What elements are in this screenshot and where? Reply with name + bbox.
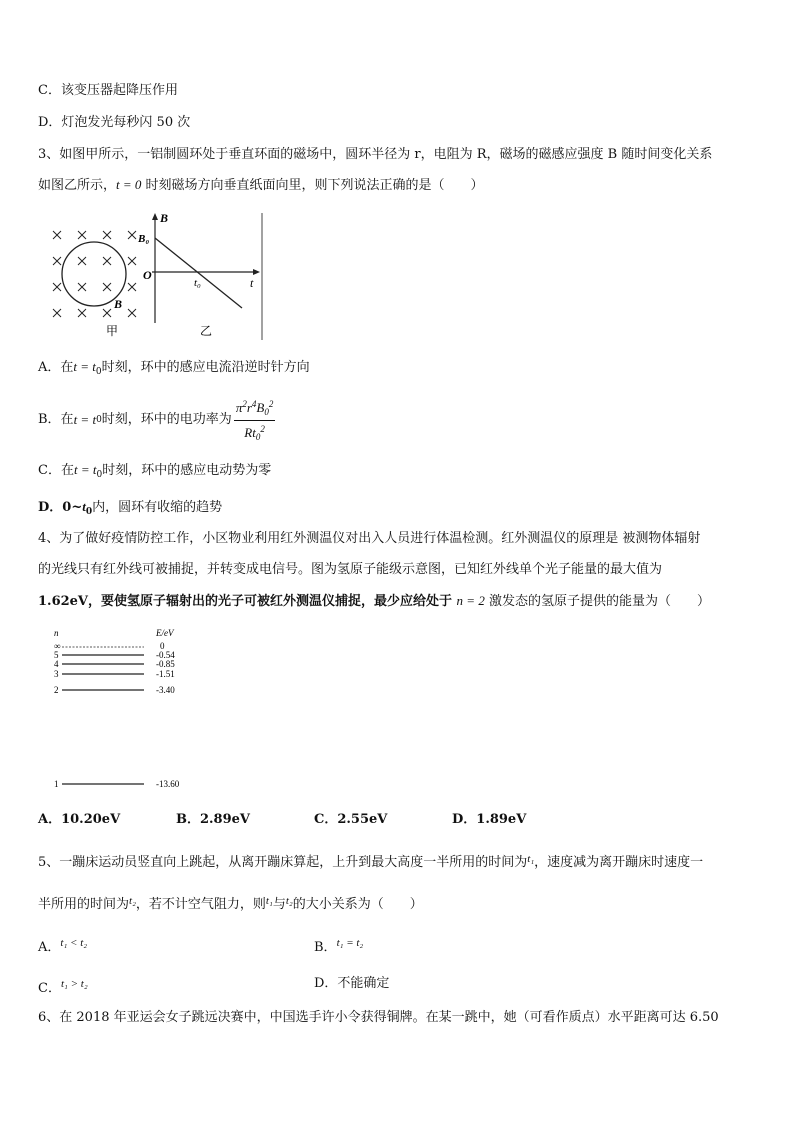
q5-line1-b: ，速度减为离开蹦床时速度一 <box>534 855 704 870</box>
q6-text-line1: 6、在 2018 年亚运会女子跳远决赛中，中国选手许小令获得铜牌。在某一跳中，她（可看作质点）水平距离可达 6.50 <box>38 1010 719 1025</box>
q4-option-c: C．2.55eV <box>314 812 388 827</box>
q5-a-label: A． <box>38 940 61 955</box>
field-cross-icon <box>53 283 61 291</box>
q5-t2-symbol-2: t₂ <box>285 895 293 907</box>
energy-level-diagram <box>48 624 208 794</box>
level-n-3: 3 <box>54 669 59 679</box>
field-cross-icon <box>78 257 86 265</box>
axis-t-label: t <box>250 276 254 290</box>
q3-line2-b: 时刻磁场方向垂直纸面向里，则下列说法正确的是（ ） <box>141 178 484 193</box>
q4-line3-b: 激发态的氢原子提供的能量为（ ） <box>484 594 710 609</box>
b-vs-t-line <box>155 238 242 308</box>
magnetic-field-crosses <box>53 231 136 317</box>
q3-figure <box>40 205 280 345</box>
t0-label: t₀ <box>194 277 201 289</box>
q4-text-line1: 4、为了做好疫情防控工作，小区物业利用红外测温仪对出入人员进行体温检测。红外测温仪的原理是 被测物体辐射 <box>38 531 701 546</box>
q3-c-post: 时刻，环中的感应电动势为零 <box>102 463 272 478</box>
q5-text-line2 <box>38 892 423 914</box>
q3-option-d: D．$0\sim t_0$内，圆环有收缩的趋势 <box>38 499 223 517</box>
q5-t1-symbol: t₁ <box>527 853 535 865</box>
b-axis-arrow <box>152 213 158 220</box>
q4-text-line2: 的光线只有红外线可被捕捉，并转变成电信号。图为氢原子能级示意图，已知红外线单个光子能量的最大值为 <box>38 562 663 577</box>
level-n-1: 1 <box>54 779 59 789</box>
level-e-4: -0.85 <box>156 659 175 669</box>
q5-option-d: D．不能确定 <box>314 976 390 991</box>
field-cross-icon <box>53 257 61 265</box>
q3-a-post: 时刻，环中的感应电流沿逆时针方向 <box>101 360 310 375</box>
q4-option-a: A．10.20eV <box>38 812 121 827</box>
q5-text-line1 <box>38 850 703 872</box>
q3-c-sub: 0 <box>96 470 103 480</box>
q4-option-b: B．2.89eV <box>176 812 251 827</box>
field-cross-icon <box>128 257 136 265</box>
q4-line3-eq: n = 2 <box>456 593 485 608</box>
field-cross-icon <box>128 283 136 291</box>
q5-line2-d: 的大小关系为（ ） <box>292 897 423 912</box>
q3-option-c <box>38 461 271 484</box>
caption-jia: 甲 <box>106 324 119 338</box>
q3-b-teq: t = t <box>73 412 97 427</box>
q3-d-post: 内，圆环有收缩的趋势 <box>92 500 223 515</box>
level-n-5: 5 <box>54 650 59 660</box>
q3-a-sub: 0 <box>95 367 102 377</box>
q5-option-a <box>38 934 87 957</box>
q3-c-pre: C．在 <box>38 463 74 478</box>
level-e-5: -0.54 <box>156 650 175 660</box>
field-cross-icon <box>78 231 86 239</box>
level-e-1: -13.60 <box>156 779 180 789</box>
q3-b-pre: B．在 <box>38 412 74 427</box>
q5-line2-b: ，若不计空气阻力，则 <box>135 897 266 912</box>
q4-text-line3 <box>38 592 710 611</box>
t-axis-arrow <box>253 269 260 275</box>
q3-option-b <box>38 398 275 442</box>
level-e-3: -1.51 <box>156 669 175 679</box>
q3-text-line2 <box>38 176 484 195</box>
q5-line2-c: 与 <box>272 897 286 912</box>
q5-b-expr: t₁ = t₂ <box>336 937 364 949</box>
field-cross-icon <box>53 309 61 317</box>
q3-a-teq: t = t <box>73 359 96 374</box>
q3-option-a <box>38 358 310 381</box>
q5-line1-a: 5、一蹦床运动员竖直向上跳起，从离开蹦床算起，上升到最大高度一半所用的时间为 <box>38 855 528 870</box>
field-cross-icon <box>128 231 136 239</box>
q3-b-sub: 0 <box>96 415 102 425</box>
q3-line2-a: 如图乙所示， <box>38 178 117 193</box>
q4-option-d: D．1.89eV <box>452 812 527 827</box>
q5-option-b <box>314 934 363 957</box>
q5-t1-symbol-2: t₁ <box>265 895 273 907</box>
e-header: E/eV <box>156 628 174 638</box>
q5-t2-symbol: t₂ <box>129 895 136 907</box>
q5-c-expr: t₁ > t₂ <box>60 978 88 990</box>
field-cross-icon <box>78 283 86 291</box>
q4-line3-a: 1.62eV，要使氢原子辐射出的光子可被红外测温仪捕捉，最少应给处于 <box>38 594 457 609</box>
b0-label: B₀ <box>138 233 150 245</box>
q5-c-label: C． <box>38 981 61 996</box>
q5-b-label: B． <box>314 940 337 955</box>
level-n-4: 4 <box>54 659 59 669</box>
option-d-prev: D．灯泡发光每秒闪 50 次 <box>38 115 191 130</box>
q5-line2-a: 半所用的时间为 <box>38 897 130 912</box>
level-n-2: 2 <box>54 685 59 695</box>
caption-yi: 乙 <box>200 324 213 338</box>
level-n-inf: ∞ <box>54 641 61 651</box>
axis-b-label: B <box>160 211 169 225</box>
option-c-prev: C．该变压器起降压作用 <box>38 83 178 98</box>
level-e-2: -3.40 <box>156 685 175 695</box>
level-e-inf: 0 <box>160 641 165 651</box>
q3-b-mid: 时刻，环中的电功率为 <box>101 412 232 427</box>
n-header: n <box>54 628 59 638</box>
q5-option-c <box>38 975 88 998</box>
field-cross-icon <box>78 309 86 317</box>
q3-text-line1: 3、如图甲所示，一铝制圆环处于垂直环面的磁场中，圆环半径为 r，电阻为 R，磁场的磁感应强度 B 随时间变化关系 <box>38 147 713 162</box>
ring-label: B <box>114 297 123 311</box>
field-cross-icon <box>128 309 136 317</box>
power-fraction: $\frac{\pi^2r^4B_0^2}{Rt_0^2}$ <box>234 396 276 445</box>
field-cross-icon <box>53 231 61 239</box>
field-cross-icon <box>103 309 111 317</box>
q3-c-teq: t = t <box>73 462 97 477</box>
field-cross-icon <box>103 257 111 265</box>
q5-a-expr: t₁ < t₂ <box>60 937 88 949</box>
q3-d-pre: D．0~ <box>38 500 83 515</box>
field-cross-icon <box>103 231 111 239</box>
q3-d-sub: 0 <box>85 507 93 517</box>
origin-label: O <box>143 268 152 282</box>
q3-a-pre: A．在 <box>38 360 74 375</box>
field-cross-icon <box>103 283 111 291</box>
q3-line2-eq: t = 0 <box>116 177 142 192</box>
